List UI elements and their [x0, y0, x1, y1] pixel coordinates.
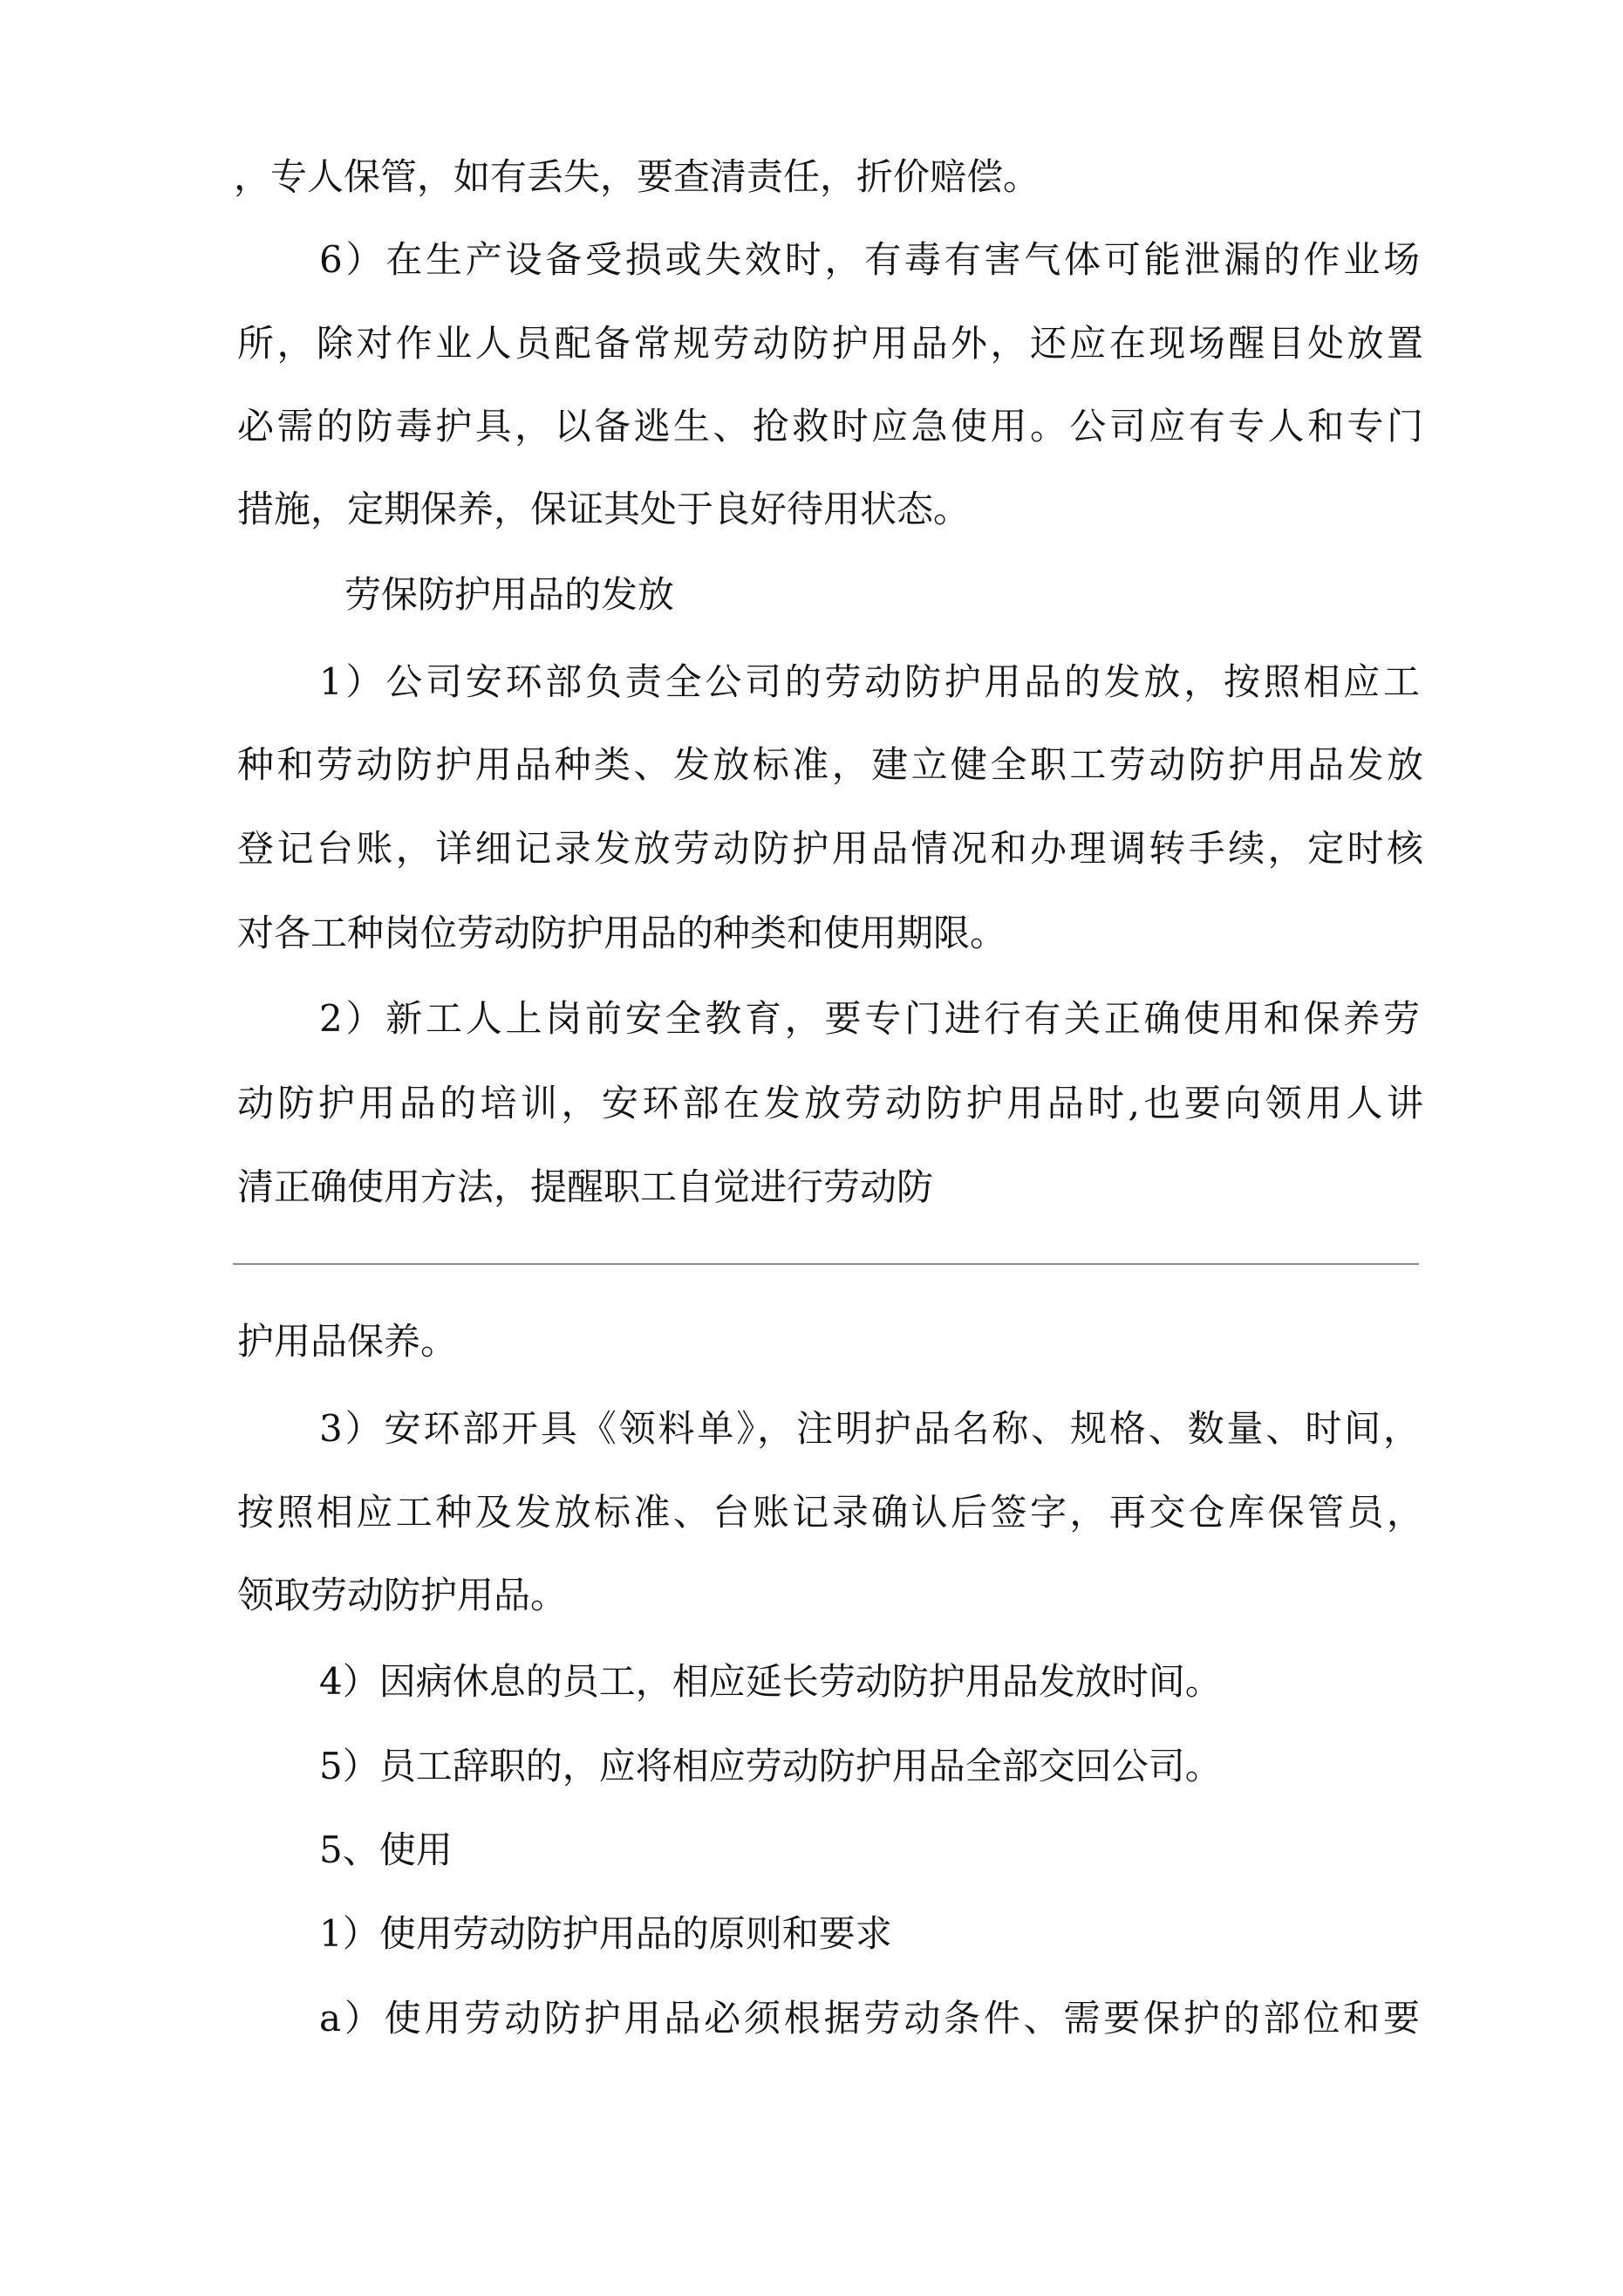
text-line: 种和劳动防护用品种类、发放标准，建立健全职工劳动防护用品发放 [237, 743, 1423, 786]
text-line: 6）在生产设备受损或失效时，有毒有害气体可能泄漏的作业场 [319, 238, 1420, 281]
text-line: 对各工种岗位劳动防护用品的种类和使用期限。 [237, 912, 1007, 954]
text-line: 动防护用品的培训，安环部在发放劳动防护用品时,也要向领用人讲 [237, 1082, 1423, 1124]
text-line: 所，除对作业人员配备常规劳动防护用品外，还应在现场醒目处放置 [237, 322, 1423, 365]
text-line: 1）公司安环部负责全公司的劳动防护用品的发放，按照相应工 [319, 660, 1420, 703]
text-line: 护用品保养。 [237, 1320, 458, 1363]
subsection-heading: 1）使用劳动防护用品的原则和要求 [319, 1912, 892, 1955]
text-line: a）使用劳动防护用品必须根据劳动条件、需要保护的部位和要 [319, 1997, 1420, 2040]
text-line: 按照相应工种及发放标准、台账记录确认后签字，再交仓库保管员， [237, 1491, 1423, 1534]
text-line: 领取劳动防护用品。 [237, 1574, 568, 1616]
section-heading: 5、使用 [319, 1828, 453, 1871]
text-line: 5）员工辞职的，应将相应劳动防护用品全部交回公司。 [319, 1745, 1222, 1787]
text-line: ，专人保管，如有丢失，要查清责任，折价赔偿。 [234, 155, 1040, 198]
text-line: 登记台账，详细记录发放劳动防护用品情况和办理调转手续，定时核 [237, 827, 1423, 870]
section-heading: 劳保防护用品的发放 [344, 573, 675, 616]
text-line: 2）新工人上岗前安全教育，要专门进行有关正确使用和保养劳 [319, 997, 1420, 1040]
text-line: 4）因病休息的员工，相应延长劳动防护用品发放时间。 [319, 1660, 1222, 1703]
page-break-divider [233, 1263, 1419, 1265]
text-line: 3）安环部开具《领料单》，注明护品名称、规格、数量、时间， [319, 1407, 1420, 1450]
text-line: 措施，定期保养，保证其处于良好待用状态。 [237, 488, 971, 530]
text-line: 清正确使用方法，提醒职工自觉进行劳动防 [237, 1165, 934, 1208]
text-line: 必需的防毒护具，以备逃生、抢救时应急使用。公司应有专人和专门 [237, 405, 1423, 448]
